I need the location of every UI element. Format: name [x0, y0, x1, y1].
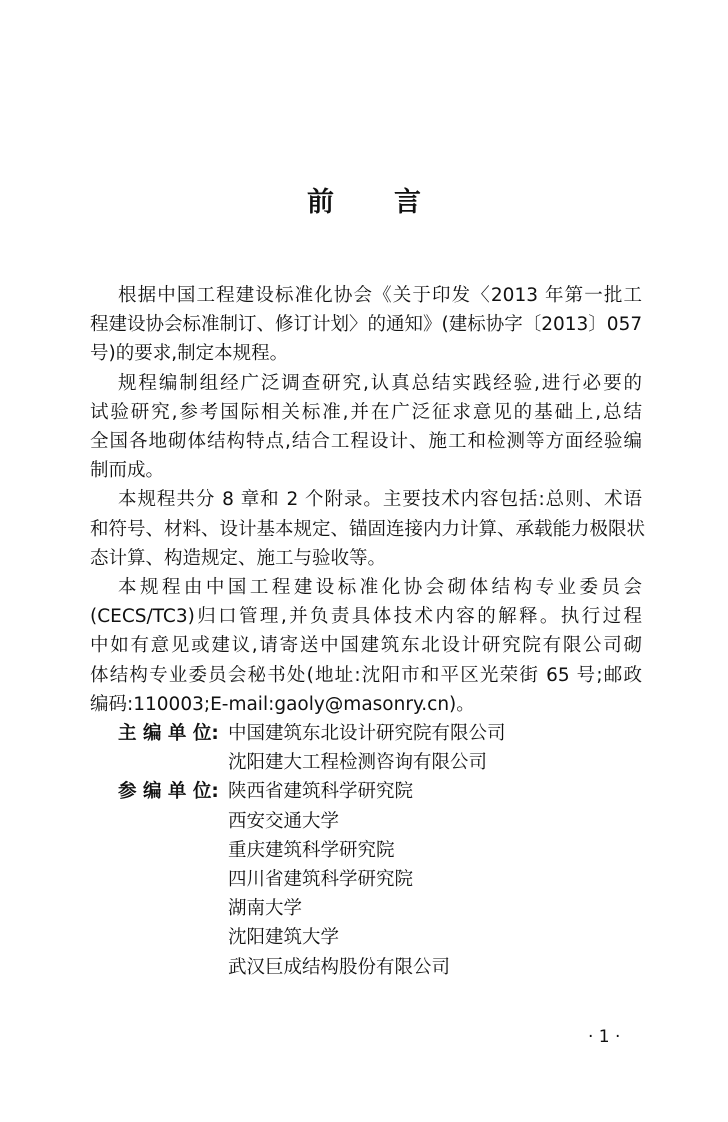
unit-name: 武汉巨成结构股份有限公司	[228, 956, 451, 978]
paragraph-line: 程建设协会标准制订、修订计划〉的通知》(建标协字〔2013〕057	[90, 314, 643, 336]
unit-name: 四川省建筑科学研究院	[228, 869, 414, 890]
page-number: · 1 ·	[588, 1027, 621, 1047]
unit-name: 西安交通大学	[228, 810, 340, 832]
unit-name: 沈阳建筑大学	[228, 927, 340, 949]
paragraph-line: 中如有意见或建议,请寄送中国建筑东北设计研究院有限公司砌	[90, 635, 642, 657]
page-title: 前言	[307, 187, 481, 218]
unit-name: 沈阳建大工程检测咨询有限公司	[228, 752, 488, 774]
paragraph-line: 全国各地砌体结构特点,结合工程设计、施工和检测等方面经验编	[90, 431, 642, 452]
paragraph-line: 本规程由中国工程建设标准化协会砌体结构专业委员会	[118, 577, 642, 598]
paragraph-line: 体结构专业委员会秘书处(地址:沈阳市和平区光荣街 65 号;邮政	[90, 664, 642, 686]
paragraph-line: 制而成。	[90, 460, 165, 482]
paragraph-line: 本规程共分 8 章和 2 个附录。主要技术内容包括:总则、术语	[118, 489, 642, 511]
unit-name: 重庆建筑科学研究院	[228, 839, 395, 861]
unit-name: 湖南大学	[228, 898, 303, 920]
unit-name: 陕西省建筑科学研究院	[228, 781, 414, 803]
paragraph-line: 编码:110003;E-mail:gaoly@masonry.cn)。	[90, 693, 475, 715]
unit-name: 中国建筑东北设计研究院有限公司	[228, 723, 506, 744]
unit-label: 主 编 单 位:	[118, 723, 219, 744]
paragraph-line: (CECS/TC3)归口管理,并负责具体技术内容的解释。执行过程	[90, 606, 642, 628]
paragraph-line: 和符号、材料、设计基本规定、锚固连接内力计算、承载能力极限状	[90, 518, 646, 540]
paragraph-line: 态计算、构造规定、施工与验收等。	[90, 547, 387, 569]
paragraph-line: 根据中国工程建设标准化协会《关于印发〈2013 年第一批工	[118, 285, 642, 306]
paragraph-line: 试验研究,参考国际相关标准,并在广泛征求意见的基础上,总结	[90, 401, 642, 423]
paragraph-line: 号)的要求,制定本规程。	[90, 343, 289, 365]
unit-label: 参 编 单 位:	[118, 781, 219, 803]
paragraph-line: 规程编制组经广泛调查研究,认真总结实践经验,进行必要的	[118, 372, 642, 394]
